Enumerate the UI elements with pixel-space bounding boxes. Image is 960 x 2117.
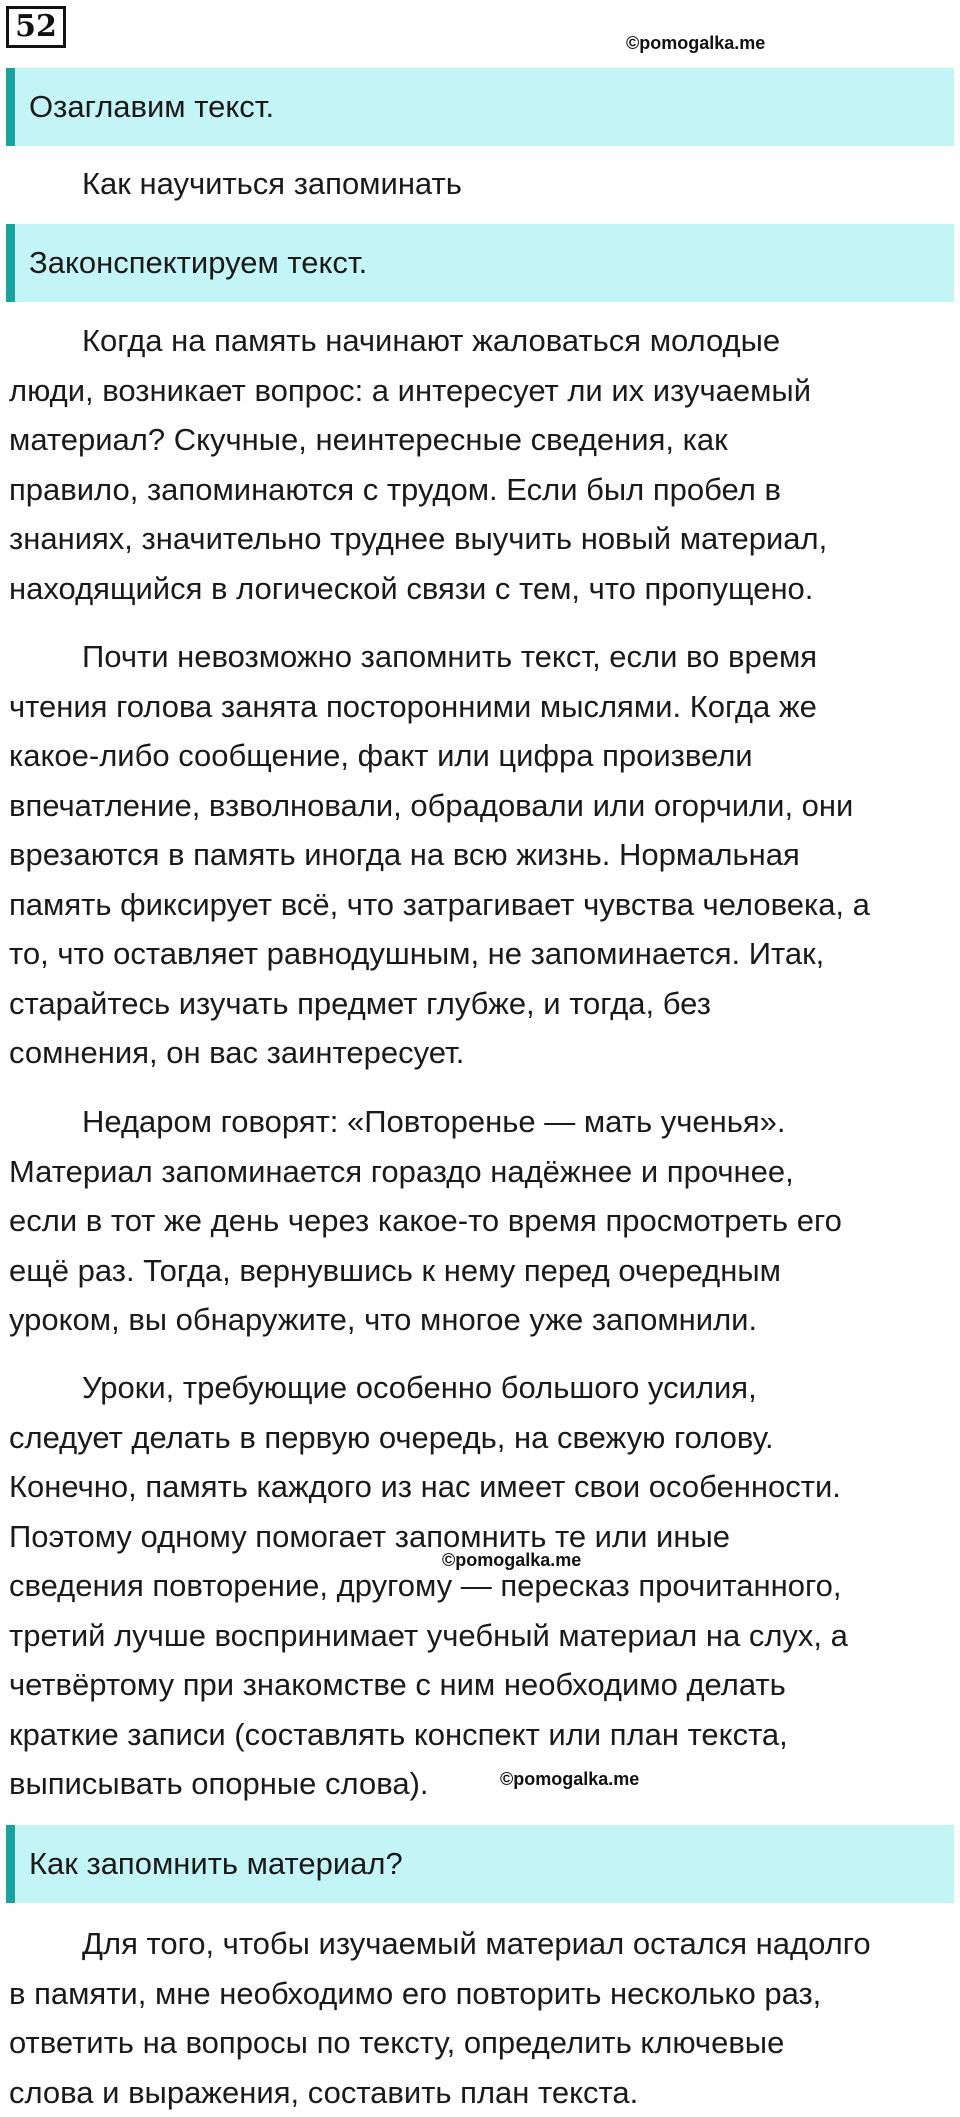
text-line: правило, запоминаются с трудом. Если был пробел в — [9, 465, 827, 515]
text-line: Материал запоминается гораздо надёжнее и прочнее, — [9, 1147, 842, 1197]
text-line: Уроки, требующие особенно большого усилия, — [9, 1363, 848, 1413]
text-line: Поэтому одному помогает запомнить те или иные — [9, 1512, 848, 1562]
text-line: знаниях, значительно труднее выучить новый материал, — [9, 514, 827, 564]
text-title-answer: Как научиться запоминать — [82, 166, 462, 202]
summary-paragraph-2 — [9, 632, 870, 1078]
text-line: впечатление, взволновали, обрадовали или огорчили, они — [9, 781, 870, 831]
text-line: краткие записи (составлять конспект или план текста, — [9, 1710, 848, 1760]
summary-paragraph-4 — [9, 1363, 848, 1809]
text-line: то, что оставляет равнодушным, не запоминается. Итак, — [9, 929, 870, 979]
text-line: четвёртому при знакомстве с ним необходимо делать — [9, 1660, 848, 1710]
summary-paragraph-1 — [9, 316, 827, 613]
heading-how-to-remember: Как запомнить материал? — [6, 1825, 954, 1903]
text-line: Когда на память начинают жаловаться молодые — [9, 316, 827, 366]
text-line: если в тот же день через какое-то время просмотреть его — [9, 1196, 842, 1246]
text-line: ещё раз. Тогда, вернувшись к нему перед очередным — [9, 1246, 842, 1296]
text-line: Недаром говорят: «Повторенье — мать ученья». — [9, 1097, 842, 1147]
summary-paragraph-3 — [9, 1097, 842, 1345]
text-line: в памяти, мне необходимо его повторить несколько раз, — [9, 1969, 871, 2019]
text-line: Конечно, память каждого из нас имеет свои особенности. — [9, 1462, 848, 1512]
text-line: выписывать опорные слова). — [9, 1759, 848, 1809]
text-line: какое-либо сообщение, факт или цифра произвели — [9, 731, 870, 781]
text-line: Почти невозможно запомнить текст, если во время — [9, 632, 870, 682]
text-line: чтения голова занята посторонними мыслями. Когда же — [9, 682, 870, 732]
text-line: третий лучше воспринимает учебный материал на слух, а — [9, 1611, 848, 1661]
answer-paragraph — [9, 1919, 871, 2117]
text-line: врезаются в память иногда на всю жизнь. Нормальная — [9, 830, 870, 880]
text-line: сведения повторение, другому — пересказ прочитанного, — [9, 1561, 848, 1611]
text-line: материал? Скучные, неинтересные сведения, как — [9, 415, 827, 465]
text-line: следует делать в первую очередь, на свежую голову. — [9, 1413, 848, 1463]
text-line: Для того, чтобы изучаемый материал остался надолго — [9, 1919, 871, 1969]
watermark-top: ©pomogalka.me — [626, 33, 765, 54]
text-line: люди, возникает вопрос: а интересует ли их изучаемый — [9, 366, 827, 416]
heading-summary-task: Законспектируем текст. — [6, 224, 954, 302]
text-line: ответить на вопросы по тексту, определить ключевые — [9, 2018, 871, 2068]
heading-title-task: Озаглавим текст. — [6, 68, 954, 146]
watermark-middle: ©pomogalka.me — [442, 1550, 581, 1571]
page-number: 52 — [6, 6, 66, 48]
text-line: находящийся в логической связи с тем, что пропущено. — [9, 564, 827, 614]
text-line: уроком, вы обнаружите, что многое уже запомнили. — [9, 1295, 842, 1345]
watermark-lower: ©pomogalka.me — [500, 1769, 639, 1790]
text-line: память фиксирует всё, что затрагивает чувства человека, а — [9, 880, 870, 930]
text-line: слова и выражения, составить план текста. — [9, 2068, 871, 2117]
text-line: старайтесь изучать предмет глубже, и тогда, без — [9, 979, 870, 1029]
text-line: сомнения, он вас заинтересует. — [9, 1028, 870, 1078]
